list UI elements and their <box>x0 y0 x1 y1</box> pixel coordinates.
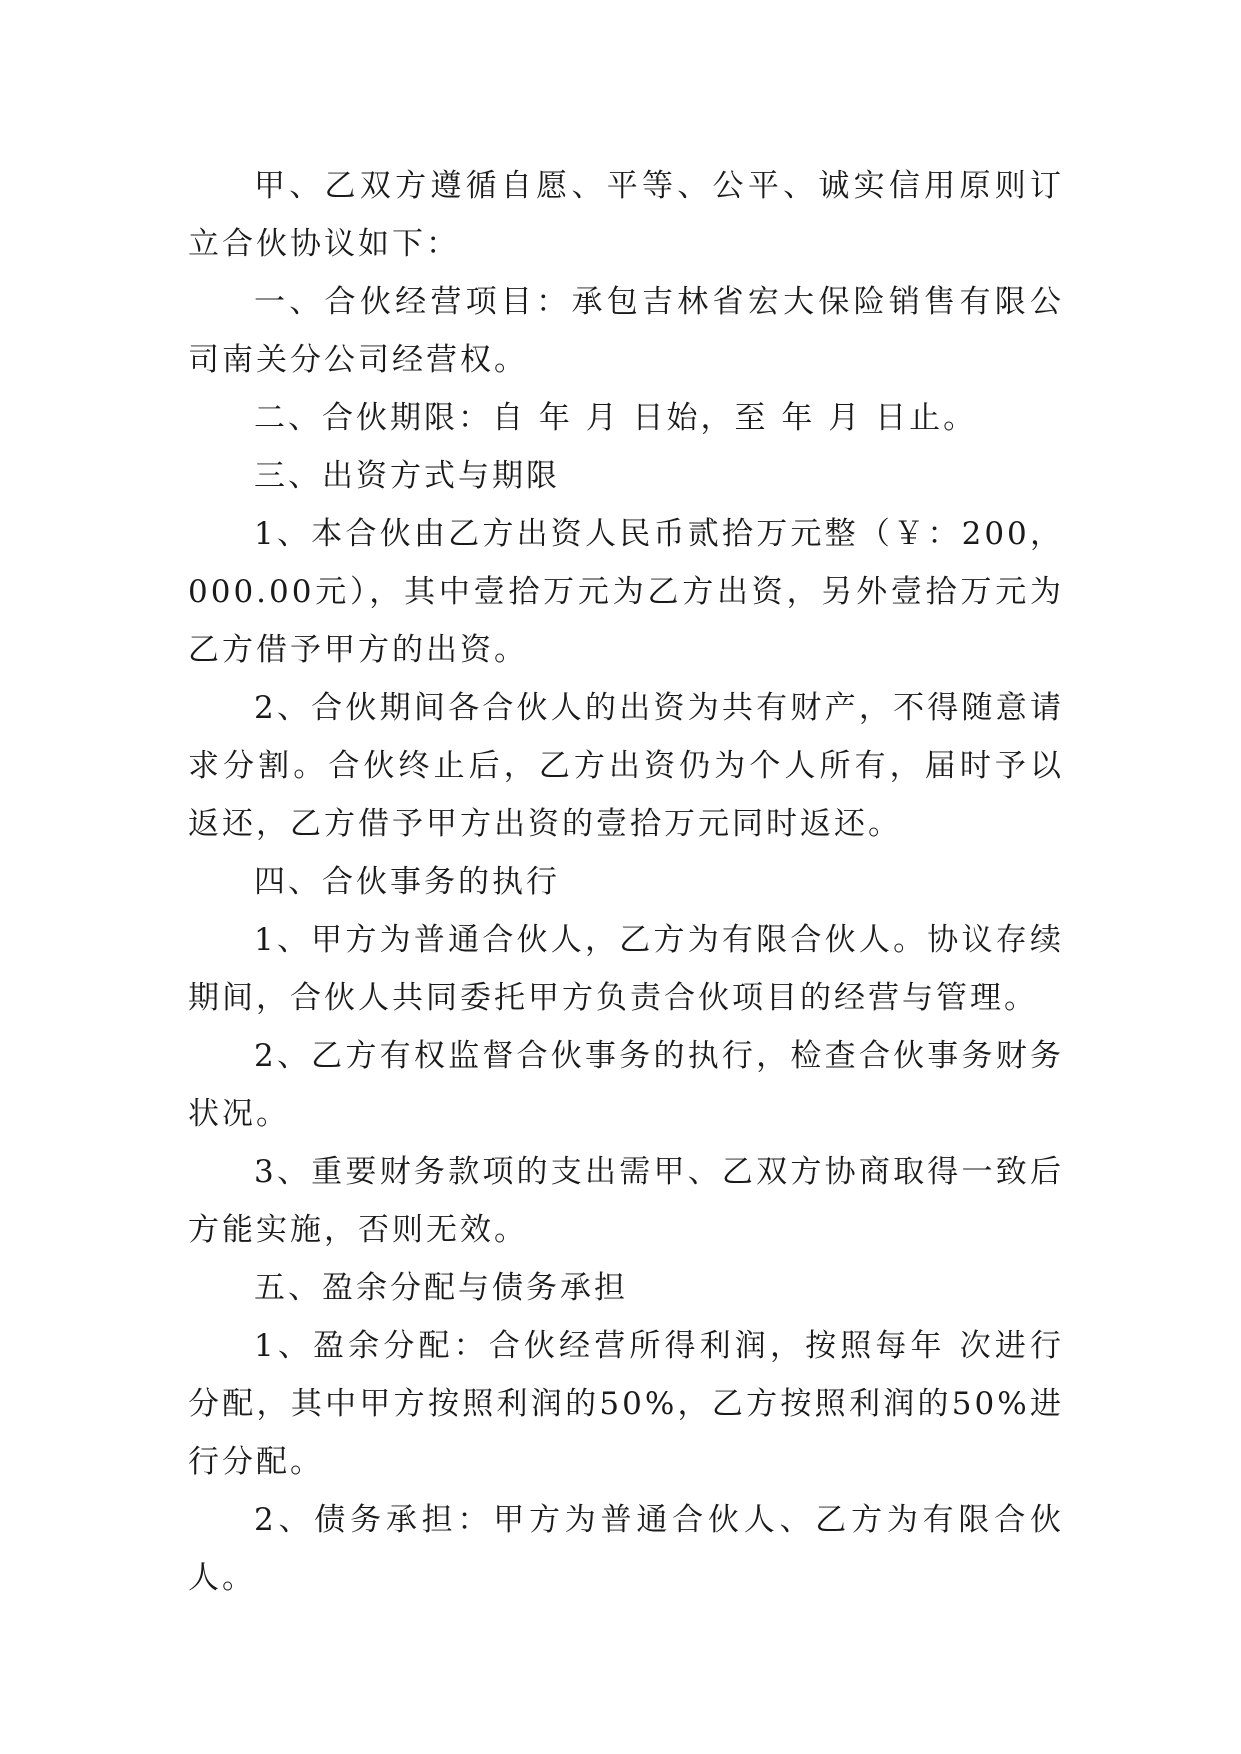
paragraph-item-1-project: 一、合伙经营项目：承包吉林省宏大保险销售有限公司南关分公司经营权。 <box>188 284 1064 378</box>
paragraph-capital-2: 2、合伙期间各合伙人的出资为共有财产，不得随意请求分割。合伙终止后，乙方出资仍为个人所有，届时予以返还，乙方借予甲方出资的壹拾万元同时返还。 <box>188 690 1064 842</box>
section-heading-capital: 三、出资方式与期限 <box>254 458 560 494</box>
paragraph-profit-1: 1、盈余分配：合伙经营所得利润，按照每年 次进行分配，其中甲方按照利润的50%，乙方按照利润的50%进行分配。 <box>188 1328 1064 1480</box>
paragraph-capital-1: 1、本合伙由乙方出资人民币贰拾万元整（￥：200，000.00元），其中壹拾万元为乙方出资，另外壹拾万元为乙方借予甲方的出资。 <box>188 516 1064 668</box>
paragraph-profit-2: 2、债务承担：甲方为普通合伙人、乙方为有限合伙人。 <box>188 1502 1064 1596</box>
section-heading-execution: 四、合伙事务的执行 <box>254 864 560 900</box>
section-heading-profit: 五、盈余分配与债务承担 <box>254 1270 628 1306</box>
paragraph-execution-2: 2、乙方有权监督合伙事务的执行，检查合伙事务财务状况。 <box>188 1038 1064 1132</box>
paragraph-item-2-term: 二、合伙期限：自 年 月 日始，至 年 月 日止。 <box>254 400 978 436</box>
paragraph-execution-3: 3、重要财务款项的支出需甲、乙双方协商取得一致后方能实施，否则无效。 <box>188 1154 1064 1248</box>
paragraph-intro: 甲、乙双方遵循自愿、平等、公平、诚实信用原则订立合伙协议如下： <box>188 168 1064 262</box>
paragraph-execution-1: 1、甲方为普通合伙人，乙方为有限合伙人。协议存续期间，合伙人共同委托甲方负责合伙项目的经营与管理。 <box>188 922 1064 1016</box>
document-body <box>188 157 1064 1607</box>
